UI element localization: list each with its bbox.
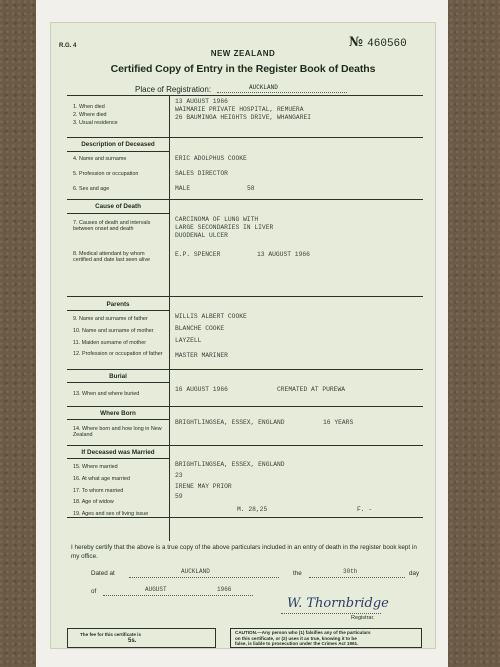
- caution-box: [230, 628, 422, 648]
- value-sex: MALE: [175, 185, 191, 192]
- label-age-of-widow: 18. Age of widow: [73, 499, 114, 505]
- value-where-died: WAIMARIE PRIVATE HOSPITAL, REMUERA: [175, 106, 304, 113]
- value-name: ERIC ADOLPHUS COOKE: [175, 155, 247, 162]
- value-medical-attendant: E.P. SPENCER: [175, 251, 221, 258]
- death-certificate: [50, 22, 436, 649]
- section-cause-of-death: Cause of Death: [95, 203, 141, 210]
- section-if-married: If Deceased was Married: [81, 449, 155, 456]
- form-code: R.G. 4: [59, 43, 77, 49]
- label-father-occupation: 12. Profession or occupation of father: [73, 351, 163, 357]
- value-birthplace: BRIGHTLINGSEA, ESSEX, ENGLAND: [175, 419, 285, 426]
- certification-statement: I hereby certify that the above is a true copy of the above particulars included in an entry of death in the register book kept in my office.: [71, 544, 417, 560]
- value-cause-2: LARGE SECONDARIES IN LIVER: [175, 224, 274, 231]
- label-usual-residence: 3. Usual residence: [73, 120, 118, 126]
- value-burial-place: CREMATED AT PUREWA: [277, 386, 346, 393]
- section-burial: Burial: [109, 373, 127, 380]
- dated-at-label: Dated at: [91, 570, 115, 577]
- label-where-born: 14. Where born and how long in New Zealand: [73, 426, 162, 439]
- of-label: of: [91, 588, 97, 595]
- value-married-to: IRENE MAY PRIOR: [175, 483, 232, 490]
- label-medical-attendant: 8. Medical attendant by whom certified and date last seen alive: [73, 251, 151, 264]
- registrar-label: Registrar.: [351, 615, 375, 621]
- certificate-title: Certified Copy of Entry in the Register Book of Deaths: [110, 63, 376, 75]
- label-occupation: 5. Profession or occupation: [73, 171, 139, 177]
- value-last-seen-date: 13 AUGUST 1966: [257, 251, 310, 258]
- value-usual-residence: 26 BAUMINGA HEIGHTS DRIVE, WHANGAREI: [175, 114, 312, 121]
- value-occupation: SALES DIRECTOR: [175, 170, 228, 177]
- label-age-married: 16. At what age married: [73, 476, 130, 482]
- label-maiden-name: 11. Maiden surname of mother: [73, 340, 147, 346]
- section-parents: Parents: [106, 301, 130, 308]
- value-age-married: 23: [175, 472, 183, 479]
- label-father: 9. Name and surname of father: [73, 316, 148, 322]
- value-years-in-nz: 16 YEARS: [323, 419, 354, 426]
- caution-line-1: CAUTION.—Any person who (1) falsifies any of the particulars: [235, 630, 371, 635]
- register-table: [67, 95, 423, 541]
- label-where-died: 2. Where died: [73, 112, 107, 118]
- fee-box: [67, 628, 216, 648]
- value-age: 58: [247, 185, 255, 192]
- label-where-married: 15. Where married: [73, 464, 118, 470]
- fee-text: The fee for this certificate is: [80, 632, 142, 637]
- section-description-of-deceased: Description of Deceased: [81, 141, 155, 148]
- value-father: WILLIS ALBERT COOKE: [175, 313, 247, 320]
- value-age-of-widow: 59: [175, 493, 183, 500]
- value-mother: BLANCHE COOKE: [175, 325, 225, 332]
- value-father-occupation: MASTER MARINER: [175, 352, 228, 359]
- label-when-died: 1. When died: [73, 104, 105, 110]
- place-of-registration-label: Place of Registration:: [135, 85, 212, 94]
- label-sex-age: 6. Sex and age: [73, 186, 110, 192]
- caution-line-3: false, is liable to prosecution under the Crimes Act 1961.: [235, 641, 359, 646]
- registrar-signature: W. Thornbridge: [287, 596, 389, 611]
- year-value: 1966: [217, 586, 232, 593]
- day-value: 30th: [343, 568, 358, 575]
- value-burial-date: 16 AUGUST 1966: [175, 386, 228, 393]
- caution-line-2: on this certificate, or (2) uses it as true, knowing it to be: [235, 635, 357, 641]
- month-value: AUGUST: [145, 586, 167, 593]
- certificate-number: № 460560: [349, 35, 407, 50]
- value-cause-1: CARCINOMA OF LUNG WITH: [175, 216, 259, 223]
- label-causes: 7. Causes of death and intervals between onset and death: [73, 220, 151, 233]
- label-name: 4. Name and surname: [73, 156, 127, 162]
- label-living-issue: 19. Ages and sex of living issue: [73, 511, 149, 517]
- section-where-born: Where Born: [100, 410, 136, 417]
- value-issue-male: M. 28,25: [237, 506, 268, 513]
- label-buried: 13. When and where buried: [73, 391, 140, 397]
- label-married-to: 17. To whom married: [73, 488, 124, 494]
- value-maiden-name: LAYZELL: [175, 337, 202, 344]
- label-mother: 10. Name and surname of mother: [73, 328, 154, 334]
- place-dotted-line: [217, 92, 347, 93]
- dated-at-value: AUCKLAND: [181, 568, 210, 575]
- fee-value: 5s.: [128, 638, 137, 644]
- value-where-married: BRIGHTLINGSEA, ESSEX, ENGLAND: [175, 461, 285, 468]
- the-label: the: [293, 570, 302, 577]
- day-label: day: [409, 570, 420, 577]
- value-when-died: 13 AUGUST 1966: [175, 98, 228, 105]
- column-divider: [169, 96, 170, 541]
- value-cause-3: DUODENAL ULCER: [175, 232, 228, 239]
- country-heading: NEW ZEALAND: [210, 49, 276, 58]
- place-of-registration-value: AUCKLAND: [249, 84, 278, 91]
- value-issue-female: F. -: [357, 506, 373, 513]
